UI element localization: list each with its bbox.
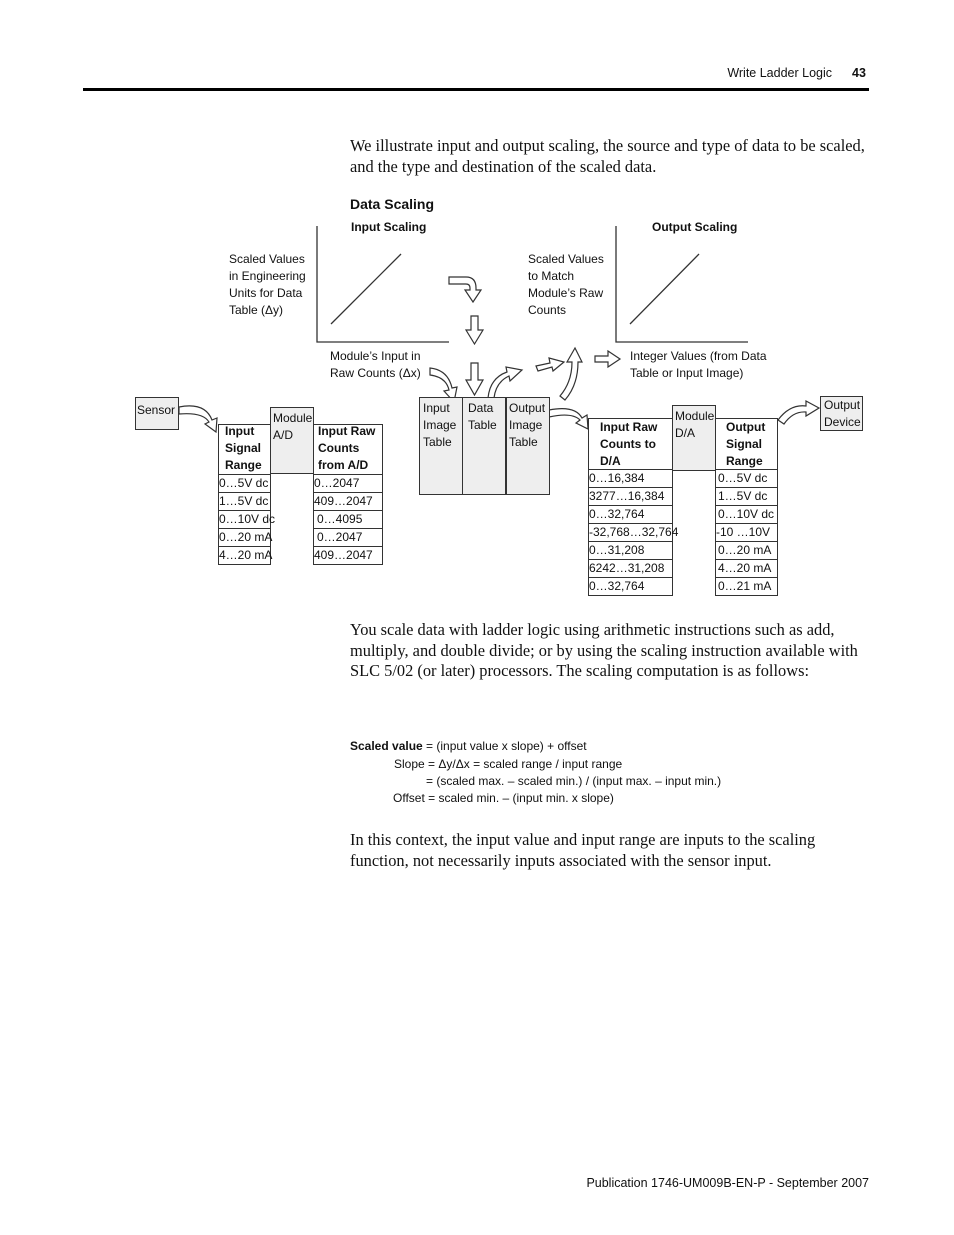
curved-arrow-icon (449, 277, 481, 302)
data-table-label: Data Table (468, 401, 497, 432)
body-paragraph-context: In this context, the input value and input range are inputs to the scaling function, not necessarily inputs associated with the sensor input. (350, 830, 816, 870)
formula-line-4: Offset = scaled min. – (input min. x slope) (393, 791, 614, 805)
input-raw-header: Input Raw Counts from A/D (318, 424, 376, 472)
output-signal-header: Output Signal Range (726, 420, 766, 468)
table-cell: 0…32,764 (588, 578, 673, 596)
page-number: 43 (852, 66, 866, 80)
input-y-axis-label: Scaled Values in Engineering Units for Data Table (Δy) (229, 252, 306, 317)
curved-arrow-icon (560, 348, 582, 400)
table-cell: 0…10V dc (218, 511, 271, 529)
table-cell: 0…5V dc (715, 470, 778, 488)
table-cell: 3277…16,384 (588, 488, 673, 506)
output-x-axis-label: Integer Values (from Data Table or Input Image) (630, 349, 767, 380)
down-arrow-icon (466, 363, 483, 395)
right-arrow-icon (536, 358, 564, 371)
curved-arrow-icon (488, 367, 522, 398)
running-header-section: Write Ladder Logic (727, 66, 832, 80)
input-scaling-graph (317, 226, 449, 342)
output-image-table-box (506, 397, 550, 495)
formula-line-3: = (scaled max. – scaled min.) / (input max. – input min.) (426, 774, 722, 788)
output-scaling-graph (616, 226, 748, 342)
output-y-axis-label: Scaled Values to Match Module’s Raw Counts (528, 252, 604, 317)
input-scaling-label: Input Scaling (351, 220, 427, 234)
table-cell: 0…5V dc (218, 475, 271, 493)
right-arrow-icon (595, 351, 620, 367)
output-device-box (820, 396, 863, 431)
table-cell: 1…5V dc (218, 493, 271, 511)
down-arrow-icon (466, 316, 483, 344)
data-table-box (462, 397, 506, 495)
table-cell: 409…2047 (313, 547, 383, 565)
table-cell: 0…2047 (313, 529, 383, 547)
sensor-label: Sensor (137, 403, 176, 417)
table-cell: 0…4095 (313, 511, 383, 529)
table-cell: 0…21 mA (715, 578, 778, 596)
table-cell: 6242…31,208 (588, 560, 673, 578)
formula-line-1 (350, 738, 587, 756)
publication-footer: Publication 1746-UM009B-EN-P - September 2007 (586, 1176, 869, 1190)
table-cell: 4…20 mA (715, 560, 778, 578)
table-cell: 0…20 mA (715, 542, 778, 560)
formula-term: Scaled value (350, 739, 423, 753)
curved-arrow-icon (179, 406, 217, 432)
output-raw-values (588, 469, 679, 593)
output-signal-values (715, 469, 778, 593)
curved-arrow-icon (778, 401, 819, 424)
module-ad-box (270, 407, 314, 474)
table-cell: 0…16,384 (588, 470, 673, 488)
module-ad-label: Module A/D (273, 411, 313, 442)
figure-title: Data Scaling (350, 196, 435, 212)
input-image-table-box (419, 397, 463, 495)
intro-paragraph: We illustrate input and output scaling, the source and type of data to be scaled, and the type and destination of the scaled data. (350, 136, 865, 176)
formula-line-2: Slope = Δy/Δx = scaled range / input range (394, 757, 623, 771)
input-signal-values (218, 474, 276, 562)
input-image-table-label: Input Image Table (423, 401, 457, 449)
table-cell: 0…20 mA (218, 529, 271, 547)
table-cell: 409…2047 (313, 493, 383, 511)
output-scaling-label: Output Scaling (652, 220, 738, 234)
output-raw-header: Input Raw Counts to D/A (600, 420, 658, 468)
input-x-axis-label: Module’s Input in Raw Counts (Δx) (330, 349, 421, 380)
table-cell: -32,768…32,764 (588, 524, 673, 542)
body-paragraph-scaling: You scale data with ladder logic using arithmetic instructions such as add, multiply, and double divide; or by using the scaling instruction available with SLC 5/02 (or later) processors. The scaling computation is as follows: (350, 620, 858, 680)
module-da-box (672, 405, 716, 471)
table-cell: 0…32,764 (588, 506, 673, 524)
output-image-table-label: Output Image Table (509, 401, 546, 449)
output-device-label: Output Device (824, 398, 861, 429)
sensor-box (135, 397, 179, 430)
formula-line-1-rest: = (input value x slope) + offset (422, 739, 587, 753)
curved-arrow-icon (549, 409, 588, 429)
table-cell: -10 …10V (715, 524, 778, 542)
input-signal-header: Input Signal Range (225, 424, 262, 472)
input-raw-values (313, 474, 383, 562)
table-cell: 0…31,208 (588, 542, 673, 560)
table-cell: 1…5V dc (715, 488, 778, 506)
table-cell: 4…20 mA (218, 547, 271, 565)
table-cell: 0…10V dc (715, 506, 778, 524)
table-cell: 0…2047 (313, 475, 383, 493)
module-da-label: Module D/A (675, 409, 715, 440)
